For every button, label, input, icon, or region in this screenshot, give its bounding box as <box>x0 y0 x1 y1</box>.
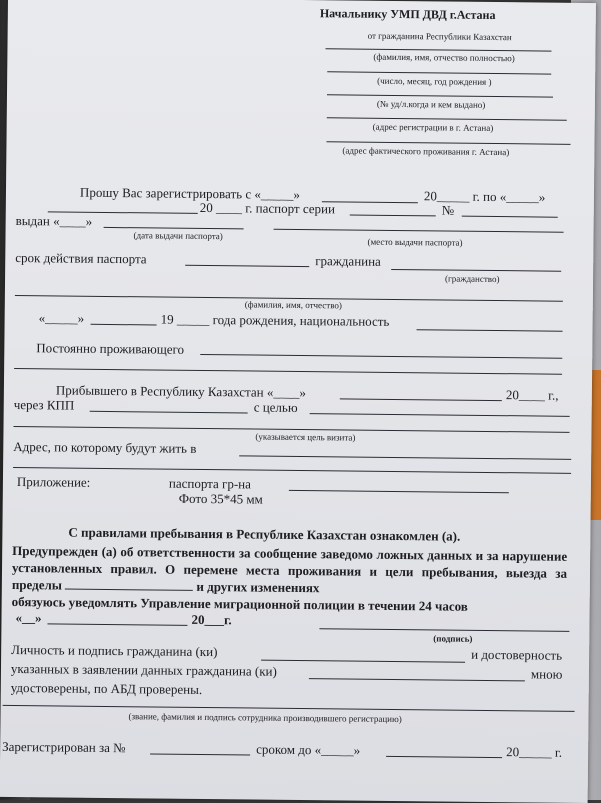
birth-year-label: 19 _____ года рождения, национальность <box>160 311 390 329</box>
passport-series-line[interactable] <box>350 215 436 217</box>
citizen-label: гражданина <box>315 253 381 269</box>
validity-label: срок действия паспорта <box>15 250 147 267</box>
arrived-month-line[interactable] <box>340 398 502 401</box>
verify-line-1-end: и достоверность <box>471 646 563 663</box>
id-line[interactable] <box>327 94 553 97</box>
living-address-line[interactable] <box>239 455 571 459</box>
arrived-year-label: 20____ г., <box>505 387 559 403</box>
verify-line-2[interactable] <box>309 678 525 681</box>
fio2-hint: (фамилия, имя, отчество) <box>244 299 342 311</box>
issued-label: выдан «____» <box>15 213 93 229</box>
attachment-passport: паспорта гр-на <box>168 475 252 492</box>
liability-text-end: и других изменениях <box>196 578 320 596</box>
birth-day-label: «_____» <box>38 310 85 326</box>
passport-series-label: 20 ____ г. паспорт серии <box>199 199 336 217</box>
registered-year: 20_____ г. <box>506 744 563 760</box>
passport-number-label: № <box>441 202 455 218</box>
request-label: Прошу Вас зарегистрировать с «_____» <box>79 184 300 202</box>
id-hint: (№ уд/л.когда и кем выдано) <box>376 98 486 110</box>
passport-owner-line[interactable] <box>289 490 509 493</box>
purpose-label: с целью <box>253 399 298 415</box>
officer-hint: (звание, фамилия и подпись сотрудника производившего регистрацию) <box>128 711 402 725</box>
attachment-label: Приложение: <box>16 474 91 490</box>
registration-number-line[interactable] <box>150 753 250 755</box>
citizenship-hint: (гражданство) <box>445 273 500 285</box>
verify-line-2-label: указанных в заявлении данных гражданина (ки) <box>10 660 277 679</box>
registered-until-line[interactable] <box>386 756 502 758</box>
verify-line-2-end: мною <box>530 666 563 682</box>
rules-acknowledgement: С правилами пребывания в Республике Казахстан ознакомлен (а). <box>68 524 461 544</box>
validity-line[interactable] <box>185 265 309 267</box>
declaration-year: 20___г. <box>191 611 232 628</box>
permanent-address-line-2[interactable] <box>14 368 562 375</box>
request-month-line[interactable] <box>322 201 418 203</box>
reg-address-line[interactable] <box>327 117 567 121</box>
dob-line[interactable] <box>327 71 551 74</box>
passport-number-line[interactable] <box>462 216 558 218</box>
living-address-line-2[interactable] <box>13 467 571 474</box>
issue-date-hint: (дата выдачи паспорта) <box>133 230 223 242</box>
registered-until-label: сроком до «_____» <box>256 741 361 758</box>
request-year-to: 20_____ г. по «_____» <box>423 188 546 205</box>
citizenship-line[interactable] <box>391 269 561 272</box>
actual-address-hint: (адрес фактического проживания г. Астана) <box>342 145 510 158</box>
attachment-photo: Фото 35*45 мм <box>178 490 263 507</box>
liability-text: Предупрежден (а) об ответственности за сообщение заведомо ложных данных и за нарушение установленных правил. О перемене места проживания и цели пребывания, выезда за пределы <box>11 542 568 593</box>
reg-address-hint: (адрес регистрации в г. Астана) <box>372 121 494 134</box>
permanent-label: Постоянно проживающего <box>36 340 185 357</box>
arrived-label: Прибывшего в Республику Казахстан «____» <box>55 382 306 401</box>
verify-line-1-label: Личность и подпись гражданина (ки) <box>11 641 218 660</box>
signature-line[interactable] <box>319 628 569 632</box>
verify-line-1[interactable] <box>261 660 465 663</box>
kpp-line[interactable] <box>90 411 248 414</box>
signature-hint: (подпись) <box>433 633 473 644</box>
addressee-title: Начальнику УМП ДВД г.Астана <box>319 6 496 23</box>
nationality-line[interactable] <box>417 329 563 332</box>
dob-hint: (число, месяц, год рождения ) <box>377 75 492 87</box>
permanent-address-line[interactable] <box>200 354 562 359</box>
notify-statement: обязуюсь уведомлять Управление миграционной полиции в течении 24 часов <box>11 593 468 614</box>
kpp-label: через КПП <box>13 397 75 413</box>
fio-line[interactable] <box>325 48 551 51</box>
birth-month-line[interactable] <box>91 324 157 326</box>
purpose-line[interactable] <box>310 413 570 417</box>
officer-line[interactable] <box>3 705 575 712</box>
verify-line-3: удостоверены, по АБД проверены. <box>10 679 203 697</box>
living-address-label: Адрес, по которому будут жить в <box>13 439 197 456</box>
issue-date-line[interactable] <box>104 227 244 229</box>
registered-label: Зарегистрирован за № <box>2 738 126 756</box>
from-citizen-label: от гражданина Республики Казахстан <box>367 30 512 43</box>
fio-hint: (фамилия, имя, отчество полностью) <box>373 51 515 64</box>
liability-statement <box>12 542 568 599</box>
issue-place-hint: (место выдачи паспорта) <box>367 236 463 248</box>
purpose-hint: (указывается цель визита) <box>255 431 356 443</box>
declaration-day: «__» <box>15 610 42 626</box>
issue-place-line[interactable] <box>274 229 564 233</box>
exit-line[interactable] <box>65 578 193 591</box>
actual-address-line[interactable] <box>327 141 571 145</box>
declaration-month-line[interactable] <box>47 623 187 625</box>
